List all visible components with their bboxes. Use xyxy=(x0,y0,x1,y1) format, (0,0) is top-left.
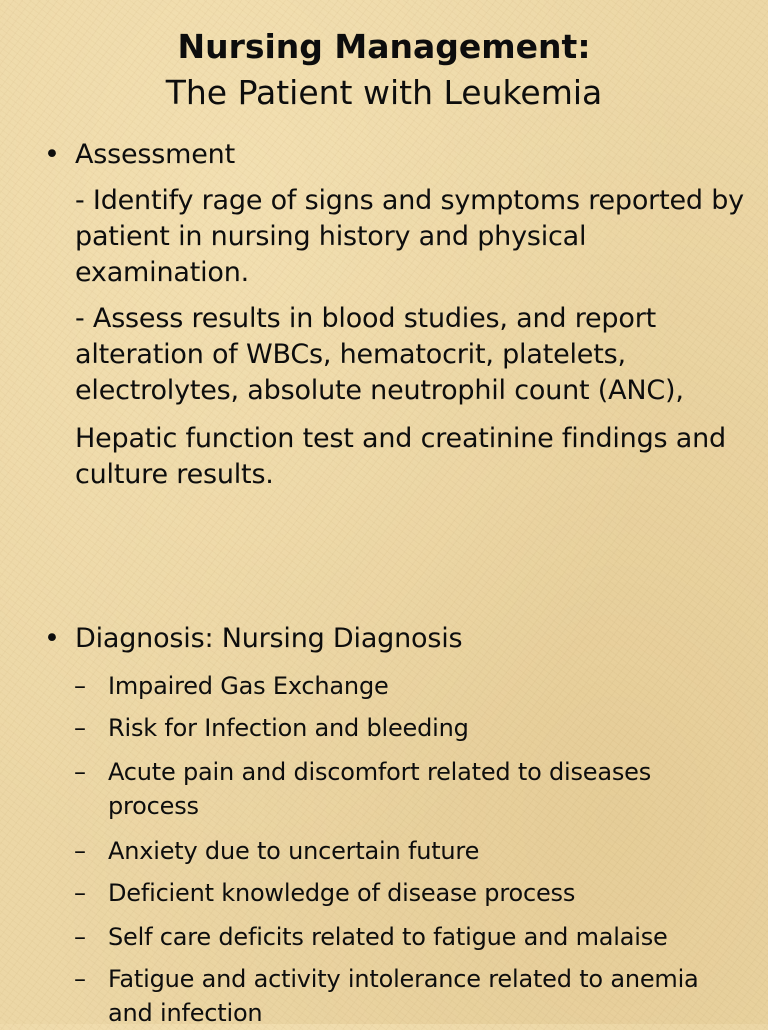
assessment-paragraph-2: - Assess results in blood studies, and report alteration of WBCs, hematocrit, platelets, electrolytes, absolute neutrophil count (ANC), xyxy=(75,303,684,406)
diagnosis-item-text: Deficient knowledge of disease process xyxy=(108,879,576,907)
dash-icon: – xyxy=(74,879,86,907)
assessment-paragraph-1: - Identify rage of signs and symptoms reported by patient in nursing history and physical examination. xyxy=(75,185,744,288)
diagnosis-item-text: Fatigue and activity intolerance related to anemia and infection xyxy=(108,965,699,1027)
dash-icon: – xyxy=(74,714,86,742)
title-main: Nursing Management: xyxy=(177,27,591,66)
bullet-icon: • xyxy=(44,623,60,654)
diagnosis-item-text: Anxiety due to uncertain future xyxy=(108,837,480,865)
bullet-icon: • xyxy=(44,139,60,170)
diagnosis-heading-label: Diagnosis: Nursing Diagnosis xyxy=(75,623,463,654)
diagnosis-item-text: Acute pain and discomfort related to diseases process xyxy=(108,758,652,820)
dash-icon: – xyxy=(74,837,86,865)
diagnosis-item-text: Self care deficits related to fatigue and malaise xyxy=(108,923,668,951)
diagnosis-item-text: Risk for Infection and bleeding xyxy=(108,714,469,742)
slide-title xyxy=(0,24,768,116)
assessment-paragraph-3: Hepatic function test and creatinine findings and culture results. xyxy=(75,423,726,490)
diagnosis-item-text: Impaired Gas Exchange xyxy=(108,672,389,700)
title-subtitle: The Patient with Leukemia xyxy=(165,73,603,112)
dash-icon: – xyxy=(74,758,86,786)
assessment-heading-label: Assessment xyxy=(75,139,235,170)
dash-icon: – xyxy=(74,965,86,993)
dash-icon: – xyxy=(74,923,86,951)
dash-icon: – xyxy=(74,672,86,700)
